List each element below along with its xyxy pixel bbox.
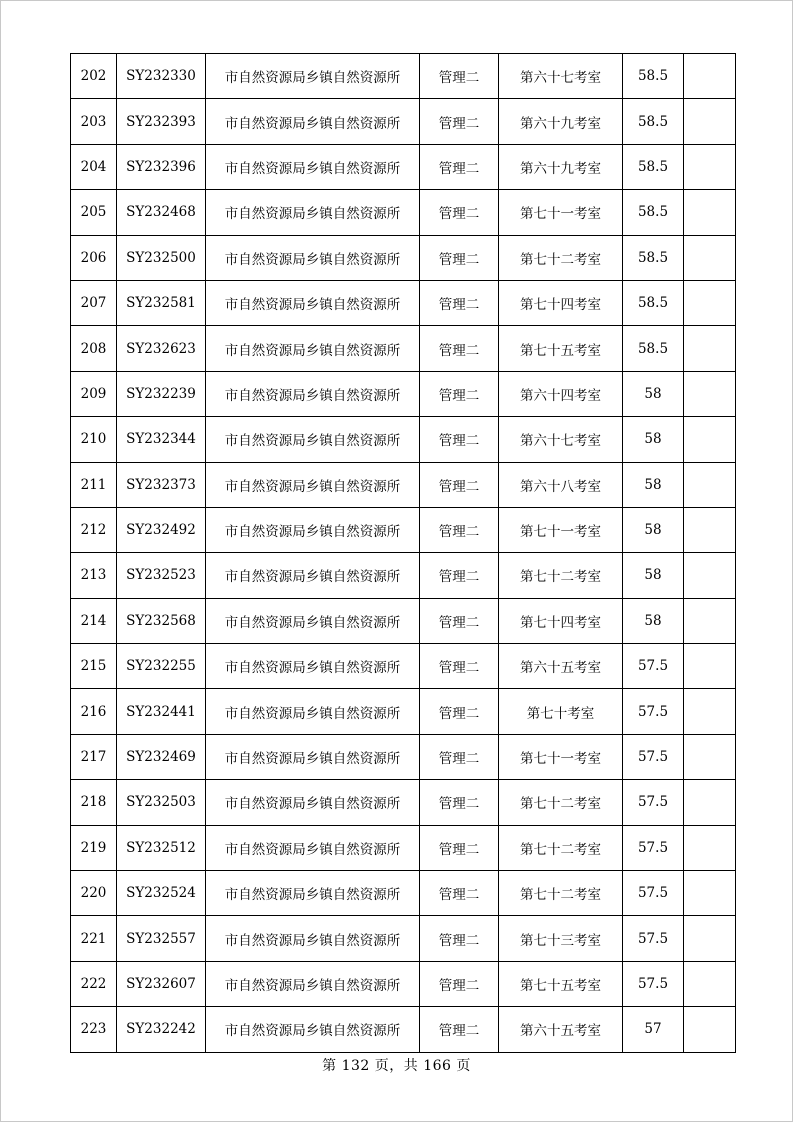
employer-cell: 市自然资源局乡镇自然资源所 — [206, 54, 420, 99]
position-cell: 管理二 — [420, 825, 499, 870]
table-row — [71, 598, 736, 643]
table-row — [71, 1007, 736, 1052]
table-row — [71, 553, 736, 598]
table-row — [71, 190, 736, 235]
row-number-cell: 218 — [71, 780, 117, 825]
position-cell: 管理二 — [420, 144, 499, 189]
score-cell: 58.5 — [623, 235, 684, 280]
score-cell: 58.5 — [623, 99, 684, 144]
row-number-cell: 223 — [71, 1007, 117, 1052]
employer-cell: 市自然资源局乡镇自然资源所 — [206, 235, 420, 280]
table-row — [71, 871, 736, 916]
table-row — [71, 235, 736, 280]
score-cell: 57.5 — [623, 644, 684, 689]
table-row — [71, 326, 736, 371]
remark-cell — [684, 235, 736, 280]
remark-cell — [684, 144, 736, 189]
exam-room-cell: 第六十五考室 — [499, 1007, 623, 1052]
employer-cell: 市自然资源局乡镇自然资源所 — [206, 689, 420, 734]
remark-cell — [684, 644, 736, 689]
table-row — [71, 916, 736, 961]
position-cell: 管理二 — [420, 280, 499, 325]
row-number-cell: 204 — [71, 144, 117, 189]
table-row — [71, 54, 736, 99]
remark-cell — [684, 462, 736, 507]
score-cell: 57.5 — [623, 961, 684, 1006]
remark-cell — [684, 734, 736, 779]
employer-cell: 市自然资源局乡镇自然资源所 — [206, 190, 420, 235]
row-number-cell: 211 — [71, 462, 117, 507]
exam-room-cell: 第七十三考室 — [499, 916, 623, 961]
exam-id-cell: SY232503 — [117, 780, 206, 825]
remark-cell — [684, 961, 736, 1006]
score-cell: 58 — [623, 371, 684, 416]
row-number-cell: 216 — [71, 689, 117, 734]
exam-id-cell: SY232330 — [117, 54, 206, 99]
employer-cell: 市自然资源局乡镇自然资源所 — [206, 916, 420, 961]
position-cell: 管理二 — [420, 644, 499, 689]
exam-room-cell: 第六十五考室 — [499, 644, 623, 689]
position-cell: 管理二 — [420, 734, 499, 779]
row-number-cell: 202 — [71, 54, 117, 99]
score-cell: 58 — [623, 507, 684, 552]
exam-room-cell: 第七十二考室 — [499, 825, 623, 870]
remark-cell — [684, 780, 736, 825]
employer-cell: 市自然资源局乡镇自然资源所 — [206, 144, 420, 189]
score-cell: 57.5 — [623, 780, 684, 825]
row-number-cell: 210 — [71, 417, 117, 462]
position-cell: 管理二 — [420, 598, 499, 643]
remark-cell — [684, 326, 736, 371]
row-number-cell: 214 — [71, 598, 117, 643]
table-row — [71, 371, 736, 416]
table-row — [71, 689, 736, 734]
employer-cell: 市自然资源局乡镇自然资源所 — [206, 507, 420, 552]
exam-room-cell: 第六十七考室 — [499, 417, 623, 462]
employer-cell: 市自然资源局乡镇自然资源所 — [206, 644, 420, 689]
row-number-cell: 212 — [71, 507, 117, 552]
row-number-cell: 206 — [71, 235, 117, 280]
exam-room-cell: 第七十考室 — [499, 689, 623, 734]
exam-id-cell: SY232500 — [117, 235, 206, 280]
exam-id-cell: SY232239 — [117, 371, 206, 416]
employer-cell: 市自然资源局乡镇自然资源所 — [206, 462, 420, 507]
remark-cell — [684, 280, 736, 325]
table-row — [71, 144, 736, 189]
exam-id-cell: SY232373 — [117, 462, 206, 507]
exam-room-cell: 第七十五考室 — [499, 326, 623, 371]
row-number-cell: 217 — [71, 734, 117, 779]
exam-id-cell: SY232255 — [117, 644, 206, 689]
position-cell: 管理二 — [420, 462, 499, 507]
employer-cell: 市自然资源局乡镇自然资源所 — [206, 734, 420, 779]
exam-id-cell: SY232581 — [117, 280, 206, 325]
score-cell: 57.5 — [623, 871, 684, 916]
remark-cell — [684, 99, 736, 144]
remark-cell — [684, 825, 736, 870]
employer-cell: 市自然资源局乡镇自然资源所 — [206, 280, 420, 325]
remark-cell — [684, 417, 736, 462]
position-cell: 管理二 — [420, 190, 499, 235]
employer-cell: 市自然资源局乡镇自然资源所 — [206, 825, 420, 870]
remark-cell — [684, 54, 736, 99]
score-cell: 57.5 — [623, 689, 684, 734]
position-cell: 管理二 — [420, 54, 499, 99]
exam-id-cell: SY232468 — [117, 190, 206, 235]
remark-cell — [684, 1007, 736, 1052]
remark-cell — [684, 916, 736, 961]
row-number-cell: 222 — [71, 961, 117, 1006]
remark-cell — [684, 553, 736, 598]
score-cell: 57 — [623, 1007, 684, 1052]
remark-cell — [684, 598, 736, 643]
exam-id-cell: SY232568 — [117, 598, 206, 643]
exam-id-cell: SY232557 — [117, 916, 206, 961]
table-row — [71, 780, 736, 825]
employer-cell: 市自然资源局乡镇自然资源所 — [206, 371, 420, 416]
row-number-cell: 219 — [71, 825, 117, 870]
position-cell: 管理二 — [420, 961, 499, 1006]
exam-room-cell: 第七十二考室 — [499, 780, 623, 825]
exam-room-cell: 第七十四考室 — [499, 598, 623, 643]
row-number-cell: 208 — [71, 326, 117, 371]
employer-cell: 市自然资源局乡镇自然资源所 — [206, 553, 420, 598]
exam-id-cell: SY232623 — [117, 326, 206, 371]
remark-cell — [684, 871, 736, 916]
exam-room-cell: 第七十一考室 — [499, 190, 623, 235]
exam-id-cell: SY232469 — [117, 734, 206, 779]
exam-id-cell: SY232524 — [117, 871, 206, 916]
exam-room-cell: 第六十九考室 — [499, 99, 623, 144]
score-cell: 58.5 — [623, 54, 684, 99]
score-cell: 57.5 — [623, 734, 684, 779]
exam-id-cell: SY232441 — [117, 689, 206, 734]
position-cell: 管理二 — [420, 916, 499, 961]
row-number-cell: 221 — [71, 916, 117, 961]
page-footer: 第 132 页，共 166 页 — [322, 1058, 471, 1074]
position-cell: 管理二 — [420, 871, 499, 916]
exam-id-cell: SY232492 — [117, 507, 206, 552]
table-row — [71, 99, 736, 144]
exam-room-cell: 第七十二考室 — [499, 553, 623, 598]
employer-cell: 市自然资源局乡镇自然资源所 — [206, 99, 420, 144]
row-number-cell: 205 — [71, 190, 117, 235]
exam-room-cell: 第七十二考室 — [499, 871, 623, 916]
score-cell: 57.5 — [623, 916, 684, 961]
position-cell: 管理二 — [420, 1007, 499, 1052]
score-table — [70, 53, 736, 1053]
score-cell: 58.5 — [623, 326, 684, 371]
score-cell: 58.5 — [623, 144, 684, 189]
exam-room-cell: 第六十七考室 — [499, 54, 623, 99]
exam-room-cell: 第六十八考室 — [499, 462, 623, 507]
exam-room-cell: 第七十二考室 — [499, 235, 623, 280]
table-row — [71, 280, 736, 325]
remark-cell — [684, 190, 736, 235]
row-number-cell: 213 — [71, 553, 117, 598]
row-number-cell: 220 — [71, 871, 117, 916]
exam-room-cell: 第七十一考室 — [499, 734, 623, 779]
exam-id-cell: SY232393 — [117, 99, 206, 144]
remark-cell — [684, 507, 736, 552]
position-cell: 管理二 — [420, 780, 499, 825]
position-cell: 管理二 — [420, 417, 499, 462]
employer-cell: 市自然资源局乡镇自然资源所 — [206, 871, 420, 916]
employer-cell: 市自然资源局乡镇自然资源所 — [206, 598, 420, 643]
score-cell: 57.5 — [623, 825, 684, 870]
position-cell: 管理二 — [420, 99, 499, 144]
table-row — [71, 734, 736, 779]
exam-room-cell: 第七十五考室 — [499, 961, 623, 1006]
employer-cell: 市自然资源局乡镇自然资源所 — [206, 326, 420, 371]
position-cell: 管理二 — [420, 371, 499, 416]
employer-cell: 市自然资源局乡镇自然资源所 — [206, 1007, 420, 1052]
table-row — [71, 961, 736, 1006]
remark-cell — [684, 689, 736, 734]
table-row — [71, 825, 736, 870]
row-number-cell: 209 — [71, 371, 117, 416]
table-row — [71, 644, 736, 689]
score-cell: 58.5 — [623, 190, 684, 235]
exam-id-cell: SY232523 — [117, 553, 206, 598]
score-cell: 58 — [623, 598, 684, 643]
exam-id-cell: SY232344 — [117, 417, 206, 462]
score-cell: 58.5 — [623, 280, 684, 325]
exam-id-cell: SY232512 — [117, 825, 206, 870]
row-number-cell: 203 — [71, 99, 117, 144]
position-cell: 管理二 — [420, 235, 499, 280]
exam-room-cell: 第七十一考室 — [499, 507, 623, 552]
score-cell: 58 — [623, 553, 684, 598]
exam-id-cell: SY232607 — [117, 961, 206, 1006]
remark-cell — [684, 371, 736, 416]
table-row — [71, 507, 736, 552]
position-cell: 管理二 — [420, 507, 499, 552]
position-cell: 管理二 — [420, 689, 499, 734]
row-number-cell: 215 — [71, 644, 117, 689]
exam-id-cell: SY232396 — [117, 144, 206, 189]
exam-room-cell: 第六十九考室 — [499, 144, 623, 189]
exam-room-cell: 第七十四考室 — [499, 280, 623, 325]
table-row — [71, 417, 736, 462]
table-row — [71, 462, 736, 507]
row-number-cell: 207 — [71, 280, 117, 325]
exam-id-cell: SY232242 — [117, 1007, 206, 1052]
table-body — [71, 54, 736, 1053]
employer-cell: 市自然资源局乡镇自然资源所 — [206, 961, 420, 1006]
score-cell: 58 — [623, 417, 684, 462]
score-cell: 58 — [623, 462, 684, 507]
position-cell: 管理二 — [420, 553, 499, 598]
exam-room-cell: 第六十四考室 — [499, 371, 623, 416]
position-cell: 管理二 — [420, 326, 499, 371]
employer-cell: 市自然资源局乡镇自然资源所 — [206, 780, 420, 825]
employer-cell: 市自然资源局乡镇自然资源所 — [206, 417, 420, 462]
